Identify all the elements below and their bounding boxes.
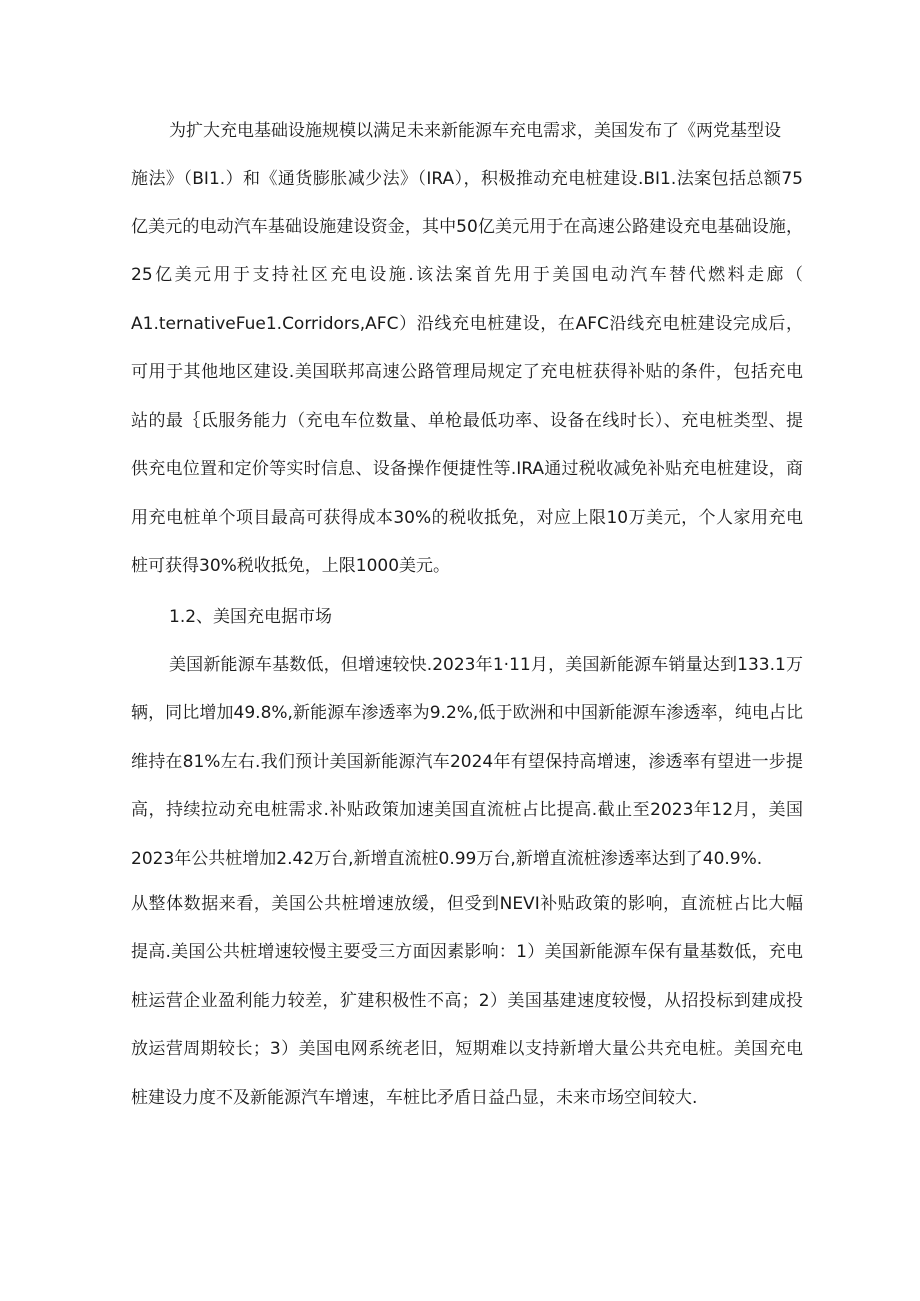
text-line: A1.ternativeFue1.Corridors,AFC）沿线充电桩建设，在AFC沿线充电桩建设完成后， — [131, 314, 803, 334]
text-line: 站的最｛氐服务能力（充电车位数量、单枪最低功率、设备在线时长）、充电桩类型、提 — [131, 411, 803, 431]
text-line: 供充电位置和定价等实时信息、设备操作便捷性等.IRA通过税收减免补贴充电桩建设，商 — [131, 459, 803, 479]
text-line: 维持在81%左右.我们预计美国新能源汽车2024年有望保持高增速，渗透率有望进一步提 — [131, 752, 803, 772]
text-line: 施法》（BI1.）和《通货膨胀减少法》（IRA），积极推动充电桩建设.BI1.法案包括总额75 — [131, 169, 803, 189]
text-line: 亿美元的电动汽车基础设施建设资金，其中50亿美元用于在高速公路建设充电基础设施， — [131, 217, 803, 237]
text-line: 2023年公共桩增加2.42万台,新增直流桩0.99万台,新增直流桩渗透率达到了40.9%. — [131, 849, 763, 869]
text-line: 放运营周期较长；3）美国电网系统老旧，短期难以支持新增大量公共充电桩。美国充电 — [131, 1039, 803, 1059]
text-line: 辆，同比增加49.8%,新能源车渗透率为9.2%,低于欧洲和中国新能源车渗透率，纯电占比 — [131, 703, 803, 723]
text-line: 从整体数据来看，美国公共桩增速放缓，但受到NEVI补贴政策的影响，直流桩占比大幅 — [131, 894, 803, 914]
text-line: 用充电桩单个项目最高可获得成本30%的税收抵免，对应上限10万美元，个人家用充电 — [131, 508, 803, 528]
text-line: 为扩大充电基础设施规模以满足未来新能源车充电需求，美国发布了《两党基型设 — [169, 121, 781, 141]
text-line: 25亿美元用于支持社区充电设施.该法案首先用于美国电动汽车替代燃料走廊（ — [131, 265, 803, 285]
text-line: 可用于其他地区建设.美国联邦高速公路管理局规定了充电桩获得补贴的条件，包括充电 — [131, 362, 803, 382]
text-line: 提高.美国公共桩增速较慢主要受三方面因素影响：1）美国新能源车保有量基数低，充电 — [131, 942, 803, 962]
text-line: 桩建设力度不及新能源汽车增速，车桩比矛盾日益凸显，未来市场空间较大. — [131, 1088, 698, 1108]
text-line: 桩可获得30%税收抵免，上限1000美元。 — [131, 556, 451, 576]
text-line: 美国新能源车基数低，但增速较快.2023年1·11月，美国新能源车销量达到133.1万 — [169, 655, 803, 675]
text-line: 高，持续拉动充电桩需求.补贴政策加速美国直流桩占比提高.截止至2023年12月，美国 — [131, 800, 803, 820]
section-heading-text: 1.2、美国充电据市场 — [169, 607, 333, 627]
text-line: 桩运营企业盈利能力较差，犷建积极性不高；2）美国基建速度较慢，从招投标到建成投 — [131, 991, 803, 1011]
